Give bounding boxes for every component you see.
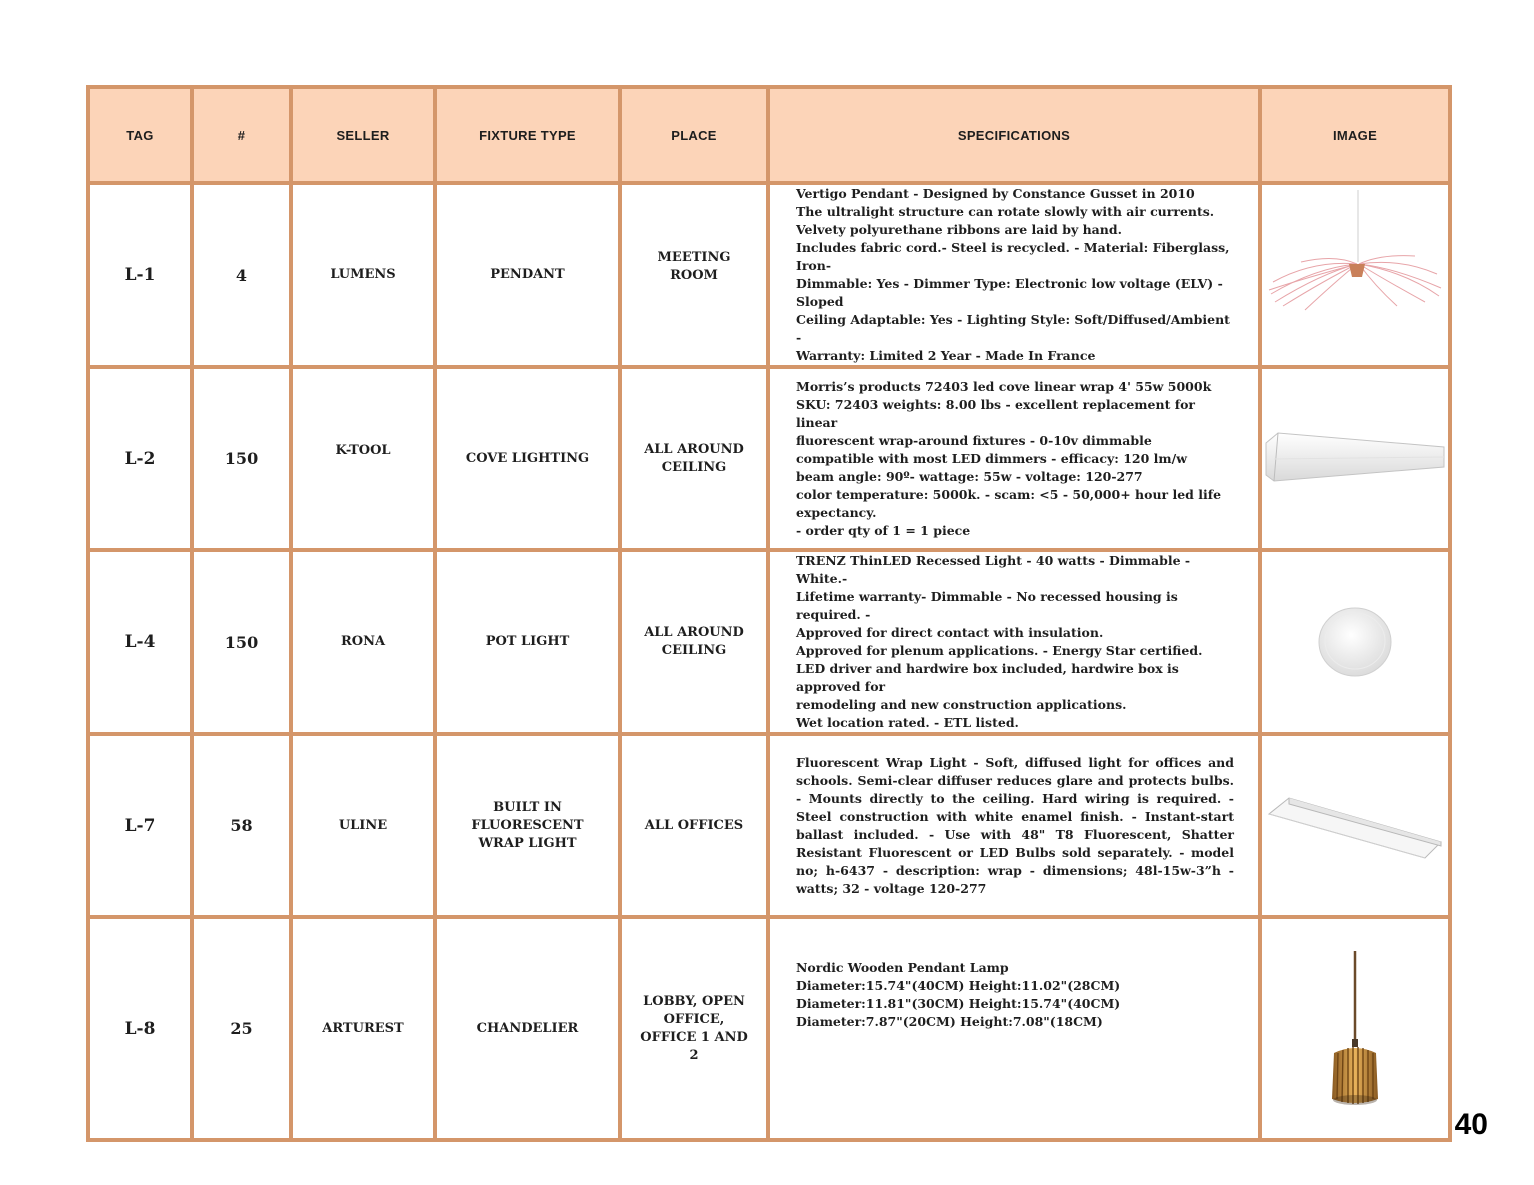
spec-line: Approved for direct contact with insulation. xyxy=(796,625,1104,640)
fixture-type-cell: PENDANT xyxy=(435,183,620,367)
spec-line: Ceiling Adaptable: Yes - Lighting Style: Soft/Diffused/Ambient - xyxy=(796,312,1230,345)
tag-cell: L-2 xyxy=(88,367,192,550)
pot-light-image xyxy=(1315,606,1395,678)
place-line: CEILING xyxy=(661,643,727,658)
seller-cell: ULINE xyxy=(291,734,435,917)
fixture-type-cell: POT LIGHT xyxy=(435,550,620,734)
fixture-type-cell: CHANDELIER xyxy=(435,917,620,1140)
spec-line: Approved for plenum applications. - Energy Star certified. xyxy=(796,643,1203,658)
header-image: IMAGE xyxy=(1260,87,1450,183)
header-specifications: SPECIFICATIONS xyxy=(768,87,1260,183)
place-line: OFFICE 1 AND xyxy=(640,1029,748,1045)
place-line: CEILING xyxy=(661,459,727,475)
table-row xyxy=(88,734,1450,917)
spec-line: Morris’s products 72403 led cove linear wrap 4' 55w 5000k xyxy=(796,378,1212,394)
count-cell: 150 xyxy=(192,550,291,734)
spec-line: Diameter:15.74"(40CM) Height:11.02"(28CM) xyxy=(796,978,1121,993)
place-line: ROOM xyxy=(670,268,718,283)
specifications-cell xyxy=(768,734,1260,917)
place-line: ALL OFFICES xyxy=(644,817,744,833)
tag-cell: L-1 xyxy=(88,183,192,367)
spec-line: SKU: 72403 weights: 8.00 lbs - excellent replacement for linear xyxy=(796,396,1196,430)
seller-cell: ARTUREST xyxy=(291,917,435,1140)
spec-line: compatible with most LED dimmers - efficacy: 120 lm/w xyxy=(796,450,1187,466)
specifications-cell xyxy=(768,550,1260,734)
lighting-schedule-table xyxy=(86,85,1452,1142)
header-seller: SELLER xyxy=(291,87,435,183)
table-row xyxy=(88,917,1450,1140)
table-row xyxy=(88,183,1450,367)
place-line: 2 xyxy=(689,1047,699,1063)
fixture-type-cell: COVE LIGHTING xyxy=(435,367,620,550)
spec-line: Includes fabric cord.- Steel is recycled. - Material: Fiberglass, Iron- xyxy=(796,240,1230,273)
header-place: PLACE xyxy=(620,87,768,183)
header-fixture-type: FIXTURE TYPE xyxy=(435,87,620,183)
tag-cell: L-4 xyxy=(88,550,192,734)
header-count: # xyxy=(192,87,291,183)
image-cell xyxy=(1260,550,1450,734)
place-line: OFFICE, xyxy=(663,1011,725,1027)
spec-line: The ultralight structure can rotate slowly with air currents. xyxy=(796,204,1215,219)
tag-cell: L-8 xyxy=(88,917,192,1140)
spec-line: color temperature: 5000k. - scam: <5 - 50,000+ hour led life expectancy. xyxy=(796,486,1222,520)
fixture-line: FLUORESCENT xyxy=(471,817,584,833)
place-line: ALL AROUND xyxy=(644,441,744,457)
count-cell: 58 xyxy=(192,734,291,917)
spec-line: fluorescent wrap-around fixtures - 0-10v dimmable xyxy=(796,432,1152,448)
count-cell: 25 xyxy=(192,917,291,1140)
spec-line: LED driver and hardwire box included, hardwire box is approved for xyxy=(796,661,1179,694)
spec-line: Diameter:11.81"(30CM) Height:15.74"(40CM) xyxy=(796,996,1121,1011)
spec-line: Velvety polyurethane ribbons are laid by hand. xyxy=(796,222,1122,237)
place-line: MEETING xyxy=(657,250,731,265)
spec-line: remodeling and new construction applications. xyxy=(796,697,1127,712)
specifications-cell xyxy=(768,917,1260,1140)
image-cell xyxy=(1260,734,1450,917)
page-number: 40 xyxy=(1454,1108,1488,1141)
spec-line: Nordic Wooden Pendant Lamp xyxy=(796,960,1009,975)
spec-line: Lifetime warranty- Dimmable - No recessed housing is required. - xyxy=(796,589,1178,622)
cove-light-image xyxy=(1264,429,1446,489)
spec-line: beam angle: 90º- wattage: 55w - voltage: 120-277 xyxy=(796,468,1143,484)
spec-line: Wet location rated. - ETL listed. xyxy=(796,715,1019,730)
count-cell: 4 xyxy=(192,183,291,367)
place-cell xyxy=(620,734,768,917)
table-header-row xyxy=(88,87,1450,183)
image-cell xyxy=(1260,183,1450,367)
place-cell xyxy=(620,367,768,550)
image-cell xyxy=(1260,917,1450,1140)
spec-line: Vertigo Pendant - Designed by Constance Gusset in 2010 xyxy=(796,186,1195,201)
wooden-pendant-image xyxy=(1320,949,1390,1109)
seller-cell: K-TOOL xyxy=(291,359,435,542)
tag-cell: L-7 xyxy=(88,734,192,917)
fixture-line: BUILT IN xyxy=(493,799,562,815)
count-cell: 150 xyxy=(192,367,291,550)
place-cell xyxy=(620,550,768,734)
seller-cell: RONA xyxy=(291,550,435,734)
image-cell xyxy=(1260,367,1450,550)
place-cell xyxy=(620,175,768,359)
place-cell xyxy=(620,917,768,1140)
vertigo-pendant-image xyxy=(1265,190,1445,360)
spec-paragraph: Fluorescent Wrap Light - Soft, diffused light for offices and schools. Semi-clear diffuser reduces glare and protects bulbs. - Mounts directly to the ceiling. Hard wiring is required. - Steel construction with white enamel finish. - Instant-start ballast included. - Use with 48" T8 Fluorescent, Shatter Resistant Fluorescent or LED Bulbs sold separately. - model no; h-6437 - description: wrap - dimensions; 48l-15w-3”h - watts; 32 - voltage 120-277 xyxy=(796,754,1234,896)
table-row xyxy=(88,367,1450,550)
wrap-light-image xyxy=(1265,786,1445,866)
fixture-line: WRAP LIGHT xyxy=(478,835,577,851)
spec-line: - order qty of 1 = 1 piece xyxy=(796,522,971,538)
spec-line: Dimmable: Yes - Dimmer Type: Electronic low voltage (ELV) - Sloped xyxy=(796,276,1223,309)
spec-line: Diameter:7.87"(20CM) Height:7.08"(18CM) xyxy=(796,1014,1103,1029)
place-line: LOBBY, OPEN xyxy=(643,993,745,1009)
header-tag: TAG xyxy=(88,87,192,183)
fixture-type-cell xyxy=(435,734,620,917)
specifications-cell xyxy=(768,367,1260,550)
specifications-cell xyxy=(768,183,1260,367)
spec-line: TRENZ ThinLED Recessed Light - 40 watts - Dimmable - White.- xyxy=(796,553,1191,586)
spec-line: Warranty: Limited 2 Year - Made In France xyxy=(796,348,1096,363)
place-line: ALL AROUND xyxy=(644,625,744,640)
seller-cell: LUMENS xyxy=(291,183,435,367)
table-row xyxy=(88,550,1450,734)
